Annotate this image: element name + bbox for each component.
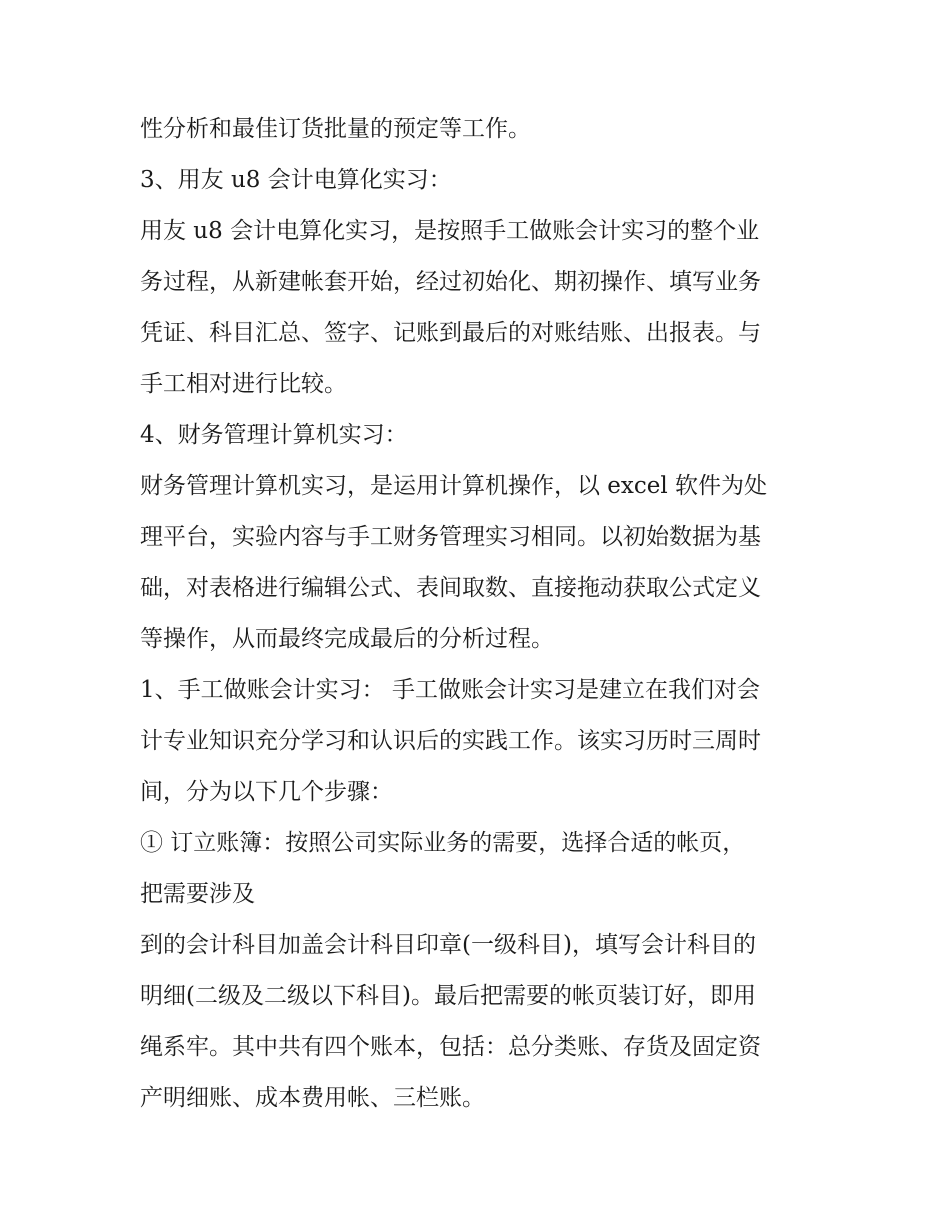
section-heading-finance: 4、财务管理计算机实习： — [140, 422, 408, 448]
text-line: 到的会计科目加盖会计科目印章(一级科目)，填写会计科目的 — [140, 932, 756, 958]
step-item: ① 订立账簿：按照公司实际业务的需要，选择合适的帐页， — [140, 830, 746, 856]
section-heading-u8: 3、用友 u8 会计电算化实习： — [140, 167, 452, 193]
document-body — [140, 104, 820, 1124]
text-line: 理平台，实验内容与手工财务管理实习相同。以初始数据为基 — [140, 524, 761, 550]
text-line: 把需要涉及 — [140, 881, 255, 907]
text-line: 凭证、科目汇总、签字、记账到最后的对账结账、出报表。与 — [140, 320, 761, 346]
text-line: 间，分为以下几个步骤： — [140, 779, 393, 805]
text-line: 手工相对进行比较。 — [140, 371, 347, 397]
text-line: 础，对表格进行编辑公式、表间取数、直接拖动获取公式定义 — [140, 575, 761, 601]
text-line: 绳系牢。其中共有四个账本，包括：总分类账、存货及固定资 — [140, 1034, 761, 1060]
text-line: 财务管理计算机实习，是运用计算机操作，以 excel 软件为处 — [140, 473, 768, 499]
text-line: 等操作，从而最终完成最后的分析过程。 — [140, 626, 554, 652]
text-line: 务过程，从新建帐套开始，经过初始化、期初操作、填写业务 — [140, 269, 761, 295]
text-line: 计专业知识充分学习和认识后的实践工作。该实习历时三周时 — [140, 728, 761, 754]
text-line: 产明细账、成本费用帐、三栏账。 — [140, 1085, 485, 1111]
text-line: 性分析和最佳订货批量的预定等工作。 — [140, 116, 531, 142]
section-heading-manual: 1、手工做账会计实习： 手工做账会计实习是建立在我们对会 — [140, 677, 760, 703]
text-line: 明细(二级及二级以下科目)。最后把需要的帐页装订好，即用 — [140, 983, 756, 1009]
text-line: 用友 u8 会计电算化实习，是按照手工做账会计实习的整个业 — [140, 218, 760, 244]
